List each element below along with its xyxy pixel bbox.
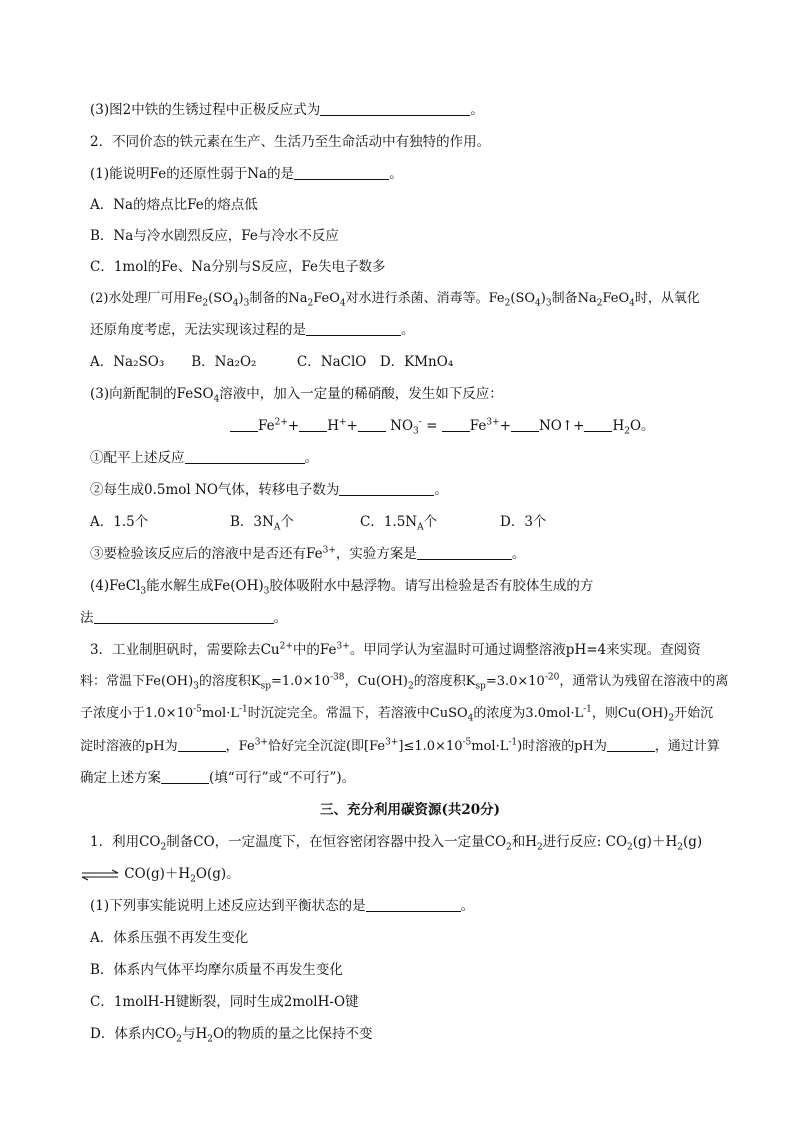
equilibrium-arrow-icon <box>80 869 120 881</box>
coefficient-blank[interactable] <box>442 417 470 432</box>
option-a: A．Na的熔点比Fe的熔点低 <box>90 197 258 213</box>
answer-blank[interactable] <box>339 481 434 496</box>
question-line: 料：常温下$Fe(OH)_3$的溶度积$K_{sp}=1.0\times 10^{-38}$，$Cu(OH)_2$的溶度积$K_{sp}=3.0\times 10^{-20}$，通常认为残留在溶液中的离 <box>80 672 729 692</box>
coefficient-blank[interactable] <box>511 417 539 432</box>
coefficient-blank[interactable] <box>299 417 327 432</box>
section-heading: 三、充分利用碳资源(共20分) <box>319 802 501 818</box>
coefficient-blank[interactable] <box>230 417 258 432</box>
question-line: (2)水处理厂可用$Fe_2(SO_4)_3$制备的$Na_2FeO_4$对水进行杀菌、消毒等。$Fe_2(SO_4)_3$制备$Na_2FeO_4$时，从氧化 <box>90 291 700 309</box>
question-line: ①配平上述反应 。 <box>90 450 318 466</box>
question-line: (3)图2中铁的生锈过程中正极反应式为 。 <box>90 102 484 118</box>
question-line: (4)FeCl$_3$能水解生成$Fe(OH)_3$胶体吸附水中悬浮物。请写出检验是否有胶体生成的方 <box>90 578 594 597</box>
question-line: 淀时溶液的pH为 ，$Fe^{3+}$恰好完全沉淀(即$[Fe^{3+}]\le 1.0\times 10^{-5}mol\cdot L^{-1}$)时溶液的pH为 ，通过计算 <box>80 737 720 754</box>
option-d: D．体系内$CO_2$与$H_2O$的物质的量之比保持不变 <box>90 1026 373 1045</box>
option-b: B．体系内气体平均摩尔质量不再发生变化 <box>90 962 343 978</box>
answer-blank[interactable] <box>306 321 401 336</box>
question-line: ③要检验该反应后的溶液中是否还有$Fe^{3+}$，实验方案是 。 <box>90 545 526 562</box>
question-heading: 3．工业制胆矾时，需要除去$Cu^{2+}$中的$Fe^{3+}$。甲同学认为室温时可通过调整溶液pH=4来实现。查阅资 <box>90 641 701 658</box>
option-c: C．1mol的Fe、Na分别与S反应，Fe失电子数多 <box>90 259 386 275</box>
answer-blank[interactable] <box>417 545 512 560</box>
answer-blank[interactable] <box>607 737 655 752</box>
answer-blank[interactable] <box>366 897 461 912</box>
question-line: 确定上述方案 (填“可行”或“不可行”)。 <box>80 770 356 786</box>
coefficient-blank[interactable] <box>584 417 612 432</box>
options-row: A．Na₂SO₃ B．Na₂O₂ C．NaClO D．KMnO₄ <box>90 354 454 370</box>
question-line: ②每生成0.5mol NO气体，转移电子数为 。 <box>90 482 448 498</box>
question-line: 还原角度考虑，无法实现该过程的是 。 <box>90 322 415 338</box>
question-line: (3)向新配制的FeSO$_4$溶液中，加入一定量的稀硝酸，发生如下反应： <box>90 386 503 405</box>
answer-blank[interactable] <box>185 449 305 464</box>
question-line: (1)下列事实能说明上述反应达到平衡状态的是 。 <box>90 898 475 914</box>
question-heading: 1．利用$CO_2$制备CO，一定温度下，在恒容密闭容器中投入一定量$CO_2$和$H_2$进行反应: $CO_2(g)+H_2(g)$ <box>90 834 703 853</box>
answer-blank[interactable] <box>320 101 470 116</box>
option-b: B．$3N_A$个 <box>230 514 294 533</box>
question-line: (1)能说明Fe的还原性弱于Na的是 。 <box>90 166 403 182</box>
answer-blank[interactable] <box>161 769 209 784</box>
question-heading: 2．不同价态的铁元素在生产、生活乃至生命活动中有独特的作用。 <box>90 134 491 150</box>
option-c: C．1molH-H键断裂，同时生成2molH-O键 <box>90 994 359 1010</box>
option-a: A．1.5个 <box>90 514 149 530</box>
answer-blank[interactable] <box>178 737 226 752</box>
question-line: 法 。 <box>80 610 287 626</box>
answer-blank[interactable] <box>294 165 389 180</box>
option-d: D．3个 <box>500 514 547 530</box>
option-a: A．体系压强不再发生变化 <box>90 930 249 946</box>
option-b: B．Na与冷水剧烈反应，Fe与冷水不反应 <box>90 228 339 244</box>
reaction-line: $CO(g)+H_2O(g)$。 <box>80 865 240 883</box>
coefficient-blank[interactable] <box>358 417 386 432</box>
reaction-equation: $Fe^{2+}+ H^++ NO_3^- = Fe^{3+}+$ NO↑+ $H_2O$。 <box>230 417 655 435</box>
question-line: 子浓度小于$1.0\times 10^{-5}mol\cdot L^{-1}$时沉淀完全。常温下，若溶液中CuSO$_4$的浓度为$3.0mol\cdot L^{-1}$，则$Cu(OH)_2$开始沉 <box>80 704 714 724</box>
option-c: C．$1.5N_A$个 <box>360 514 438 533</box>
answer-blank[interactable] <box>94 609 274 624</box>
